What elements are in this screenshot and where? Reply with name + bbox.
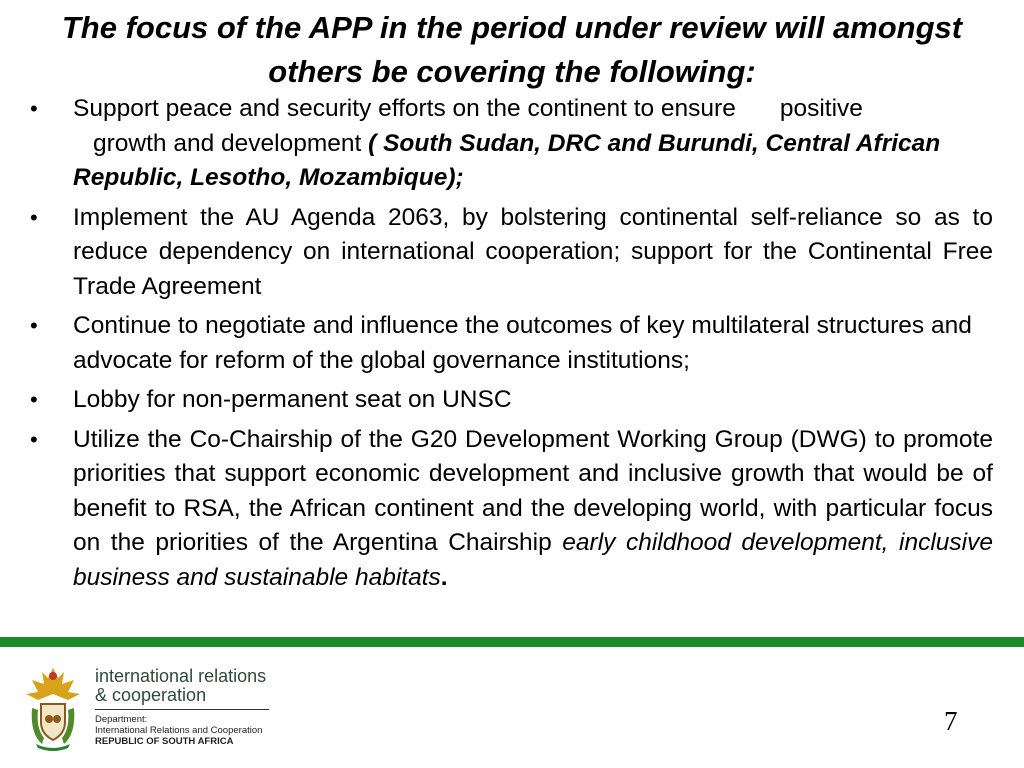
bullet-text: Lobby for non-permanent seat on UNSC — [73, 386, 512, 413]
org-name-line1: international relations — [95, 666, 267, 686]
dept-label: Department: — [95, 714, 148, 725]
bullet-text: Utilize the Co-Chairship of the G20 Development Working Group (DWG) to promote priorities that support economic development and inclusive growth that would be of benefit to RSA, the African continent and the developing world, with particular focus on the priorities of the Argentina Chairship — [73, 425, 993, 556]
list-item — [0, 383, 1024, 418]
org-name-line2: & cooperation — [95, 685, 207, 705]
bullet-text: growth and development — [93, 129, 369, 157]
bullet-text: . — [440, 563, 448, 591]
list-item — [0, 201, 1024, 305]
bullet-icon: • — [30, 204, 38, 230]
list-item — [0, 423, 1024, 596]
bullet-list — [0, 92, 1024, 600]
bullet-text: Implement the AU Agenda 2063, by bolstering continental self-reliance so as to reduce dependency on international cooperation; support for the Continental Free Trade Agreement — [73, 203, 993, 300]
priority-list: early childhood development, inclusive business and sustainable habitats — [73, 529, 993, 591]
bullet-icon: • — [30, 313, 38, 338]
list-item — [0, 309, 1024, 378]
department-logo — [22, 664, 272, 754]
country-list: ( South Sudan, DRC and Burundi, Central African Republic, Lesotho, Mozambique); — [73, 129, 941, 191]
bullet-text: Continue to negotiate and influence the outcomes of key multilateral structures and advocate for reform of the global governance institutions; — [73, 312, 972, 374]
dept-name: International Relations and Cooperation — [95, 725, 263, 736]
slide-title: The focus of the APP in the period under review will amongst others be covering the following: — [61, 10, 963, 89]
page-number: 7 — [944, 706, 958, 736]
coat-of-arms-icon — [22, 664, 84, 752]
footer-divider — [0, 637, 1024, 647]
list-item — [0, 92, 1024, 196]
country-name: REPUBLIC OF SOUTH AFRICA — [95, 736, 234, 747]
bullet-icon: • — [30, 387, 38, 412]
bullet-text: positive — [779, 95, 863, 122]
bullet-text: Support peace and security efforts on the continent to ensure — [73, 95, 736, 122]
bullet-icon: • — [30, 96, 38, 121]
bullet-icon: • — [30, 426, 38, 452]
logo-divider — [95, 709, 269, 710]
